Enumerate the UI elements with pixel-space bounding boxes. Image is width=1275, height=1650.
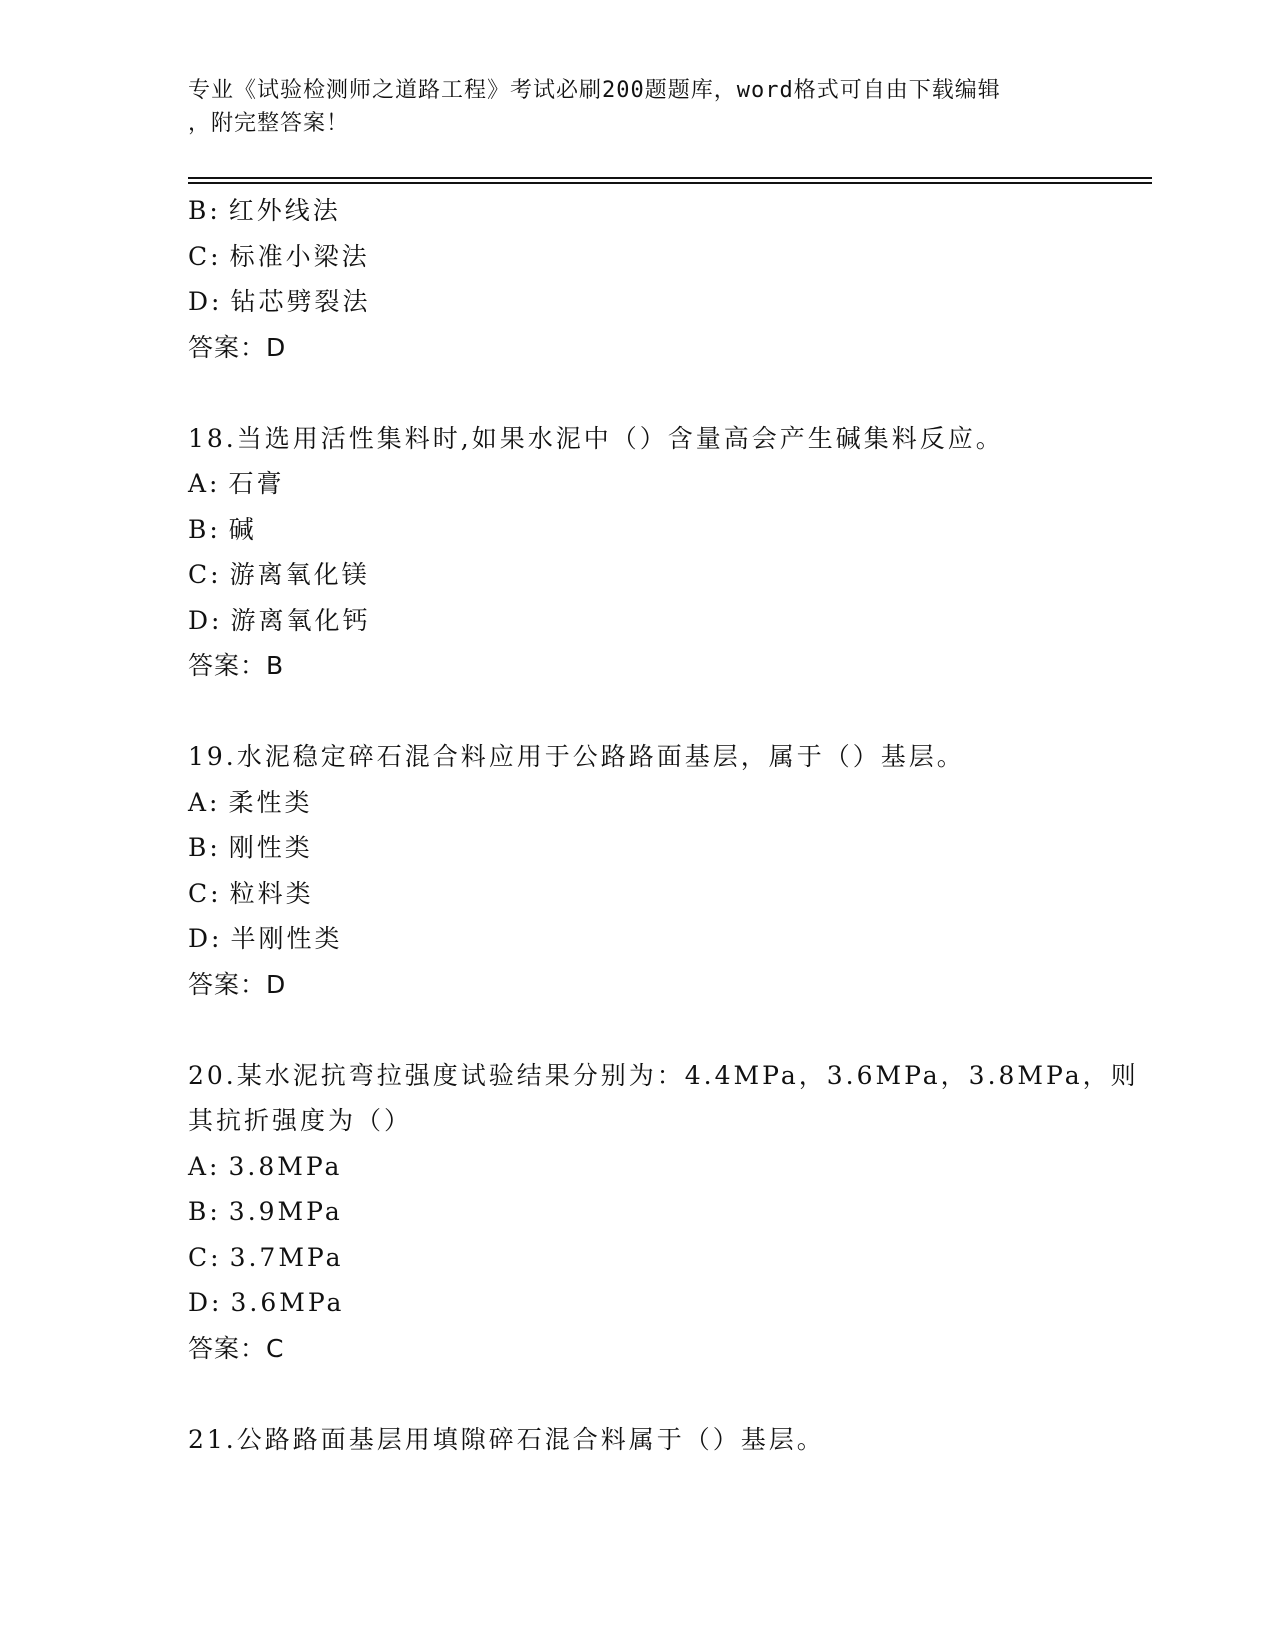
spacer [188,689,1088,735]
question-block-20 [188,1053,1139,1372]
option-c [188,552,1088,598]
spacer [188,1007,1088,1053]
option-letter: B: [188,833,221,862]
answer-line: 答案：B [188,651,285,680]
header-line-2: ，附完整答案！ [188,111,350,136]
option-c [188,1235,1088,1281]
option-letter: B: [188,514,221,544]
option-text: 3.8MPa [228,1151,343,1181]
option-d [188,279,1088,325]
spacer [188,370,1088,416]
option-text: 柔性类 [228,787,313,817]
spacer [188,1371,1088,1417]
question-block-21 [188,1417,1088,1463]
option-a [188,461,1088,507]
option-letter: D: [188,605,223,635]
option-letter: C: [188,241,222,271]
option-letter: C: [188,1242,222,1272]
question-block-19 [188,734,1088,1007]
question-text: 20.某水泥抗弯拉强度试验结果分别为：4.4MPa，3.6MPa，3.8MPa，则 [188,1060,1139,1090]
option-letter: C: [188,878,222,908]
answer-line: 答案：D [188,332,287,362]
option-c [188,234,1088,280]
option-text: 标准小梁法 [229,241,370,271]
option-letter: D: [188,287,223,316]
question-text: 18.当选用活性集料时,如果水泥中（）含量高会产生碱集料反应。 [188,423,1004,453]
option-d [188,1280,1088,1326]
option-letter: A: [188,469,221,498]
answer-line: 答案：D [188,969,287,999]
question-block-17 [188,188,1088,370]
question-text: 21.公路路面基层用填隙碎石混合料属于（）基层。 [188,1424,825,1454]
option-b [188,188,1088,234]
option-text: 钻芯劈裂法 [230,287,371,316]
option-c [188,871,1088,917]
option-text: 3.9MPa [228,1197,343,1226]
option-letter: D: [188,924,223,953]
option-text: 红外线法 [228,196,341,225]
option-b [188,507,1088,553]
option-text: 刚性类 [228,833,313,862]
option-d [188,598,1088,644]
option-text: 3.7MPa [229,1242,344,1272]
option-b [188,825,1088,871]
option-letter: C: [188,560,222,589]
option-letter: B: [188,1197,221,1226]
question-text-continued: 其抗折强度为（） [188,1106,413,1135]
option-text: 游离氧化镁 [229,560,370,589]
question-block-18 [188,416,1088,689]
document-body [188,188,1139,1462]
header-line-1: 专业《试验检测师之道路工程》考试必刷200题题库，word格式可自由下载编辑 [188,78,1001,103]
document-header [188,74,1068,140]
option-letter: A: [188,1151,221,1181]
option-text: 3.6MPa [230,1288,345,1317]
option-letter: A: [188,787,221,817]
option-text: 粒料类 [229,878,314,908]
answer-line: 答案：C [188,1333,285,1363]
option-d [188,916,1088,962]
option-text: 石膏 [228,469,285,498]
header-divider-top [188,177,1152,179]
option-text: 碱 [228,514,257,544]
option-letter: B: [188,196,221,225]
question-text: 19.水泥稳定碎石混合料应用于公路路面基层，属于（）基层。 [188,742,965,771]
option-a [188,1144,1088,1190]
header-divider-bottom [188,182,1152,184]
option-text: 游离氧化钙 [230,605,371,635]
option-b [188,1189,1088,1235]
option-a [188,780,1088,826]
option-letter: D: [188,1288,223,1317]
option-text: 半刚性类 [230,924,343,953]
